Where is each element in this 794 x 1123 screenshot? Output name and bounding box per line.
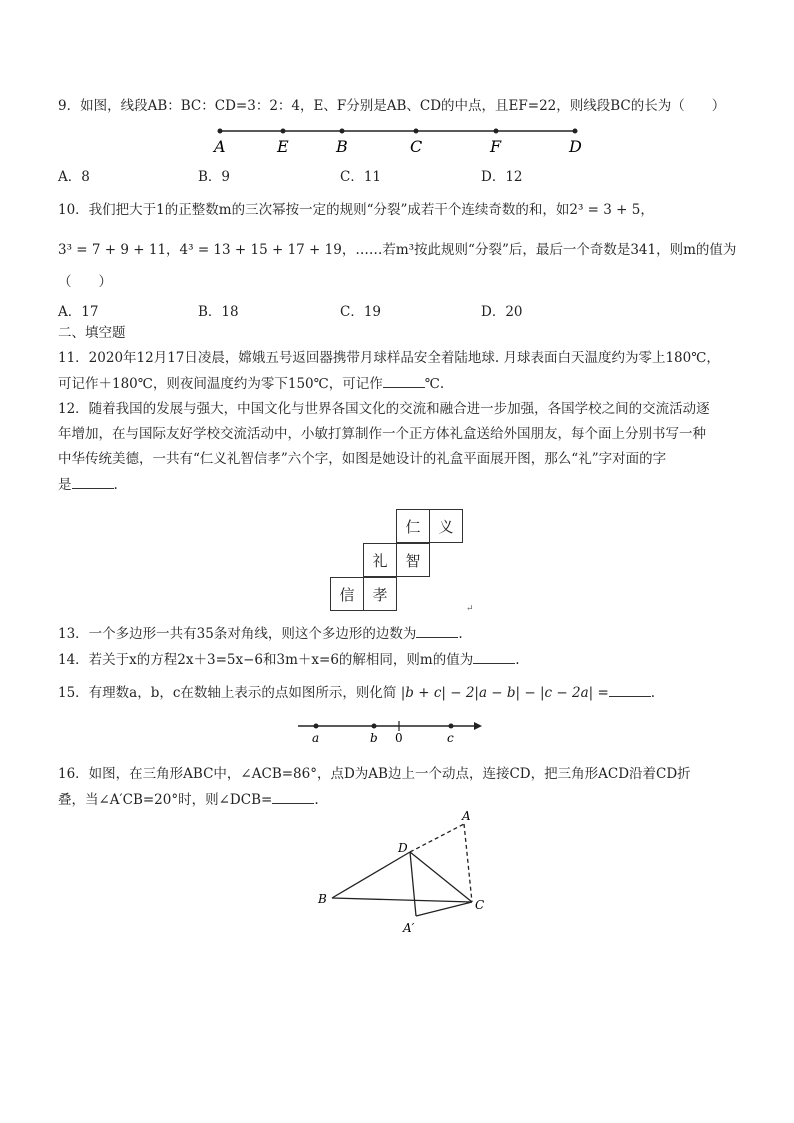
label-b: B (336, 137, 348, 156)
q13-period: . (458, 626, 463, 642)
segment-da-dashed (410, 824, 464, 852)
q14-text: 14．若关于x的方程2x＋3=5x−6和3m＋x=6的解相同，则m的值为 (58, 652, 474, 668)
net-cell-xin: 信 (330, 577, 364, 611)
number-line (296, 718, 486, 744)
q9-option-d: D．12 (481, 169, 523, 185)
segment-dc (410, 852, 472, 902)
q11-unit: ℃. (424, 376, 445, 392)
q11-text: 可记作＋180℃，则夜间温度约为零下150℃，可记作 (58, 376, 383, 392)
q16-line2 (58, 790, 319, 810)
point-b (340, 129, 345, 134)
q12-text: 是 (58, 477, 72, 493)
q12-line2: 年增加，在与国际友好学校交流活动中，小敏打算制作一个正方体礼盒送给外国朋友，每个面上分别书写一种 (58, 426, 706, 442)
label-c: C (410, 137, 423, 156)
q10-option-a: A．17 (58, 304, 99, 320)
segment-da-prime (410, 852, 416, 916)
q14-period: . (515, 652, 520, 668)
label-d: D (398, 841, 408, 855)
q10-option-d: D．20 (481, 304, 523, 320)
label-c: C (475, 898, 485, 912)
label-b: b (370, 731, 378, 744)
arrow-icon (474, 722, 482, 730)
q12-line4 (58, 475, 118, 495)
q15-period: . (650, 685, 656, 701)
return-mark: ↵ (466, 604, 474, 614)
segment-ac-dashed (464, 824, 472, 902)
label-e: E (277, 137, 289, 156)
q10-line3: （ ） (58, 274, 112, 290)
answer-blank[interactable] (609, 684, 651, 697)
q10-option-c: C．19 (340, 304, 382, 320)
q15-line (58, 683, 655, 703)
net-cell-ren: 仁 (396, 509, 430, 543)
q10-option-b: B．18 (198, 304, 239, 320)
answer-blank[interactable] (416, 625, 458, 638)
q12-line3: 中华传统美德，一共有“仁义礼智信孝”六个字，如图是她设计的礼盒平面展开图，那么“礼”字对面的字 (58, 451, 667, 467)
point-f (494, 129, 499, 134)
answer-blank[interactable] (72, 476, 114, 489)
point-c (414, 129, 419, 134)
point-b (372, 724, 377, 729)
label-a-prime: A′ (403, 921, 415, 935)
answer-blank[interactable] (383, 375, 425, 388)
q9-option-a: A．8 (58, 169, 90, 185)
segment-bd (332, 852, 410, 898)
net-cell-yi: 义 (429, 509, 463, 543)
label-a: A (462, 810, 471, 823)
label-c: c (447, 731, 454, 744)
label-b: B (318, 892, 327, 906)
q14-line (58, 650, 520, 670)
q10-line2: 3³ = 7 + 9 + 11，4³ = 13 + 15 + 17 + 19，……若m³按此规则“分裂”后，最后一个奇数是341，则m的值为 (58, 242, 737, 258)
label-a: A (214, 137, 226, 156)
q13-text: 13．一个多边形一共有35条对角线，则这个多边形的边数为 (58, 626, 417, 642)
q15-expression: |b + c| − 2|a − b| − |c − 2a| = (400, 685, 609, 701)
point-a (314, 724, 319, 729)
point-a (218, 129, 223, 134)
q16-line1: 16．如图，在三角形ABC中，∠ACB=86°，点D为AB边上一个动点，连接CD，把三角形ACD沿着CD折 (58, 766, 691, 782)
q16-period: . (314, 792, 319, 808)
label-f: F (490, 137, 502, 156)
triangle-figure (310, 810, 500, 940)
point-e (281, 129, 286, 134)
q9-option-b: B．9 (198, 169, 231, 185)
label-a: a (312, 731, 320, 744)
segment-bc (332, 898, 472, 902)
net-cell-zhi: 智 (396, 543, 430, 577)
q12-line1: 12．随着我国的发展与强大，中国文化与世界各国文化的交流和融合进一步加强，各国学校之间的交流活动逐 (58, 401, 710, 417)
label-d: D (569, 137, 582, 156)
q9-text: 9．如图，线段AB：BC：CD=3：2：4，E、F分别是AB、CD的中点，且EF=22，则线段BC的长为（ ） (58, 98, 726, 114)
q16-text: 叠，当∠A′CB=20°时，则∠DCB= (58, 792, 273, 808)
q12-period: . (113, 477, 118, 493)
q9-option-c: C．11 (340, 169, 382, 185)
q15-text: 15．有理数a，b，c在数轴上表示的点如图所示，则化简 (58, 685, 397, 701)
q11-line2 (58, 374, 444, 394)
section-heading: 二、填空题 (58, 325, 126, 341)
q11-line1: 11．2020年12月17日凌晨，嫦娥五号返回器携带月球样品安全着陆地球. 月球表面白天温度约为零上180℃， (58, 350, 720, 366)
point-c (449, 724, 454, 729)
net-cell-xiao: 孝 (363, 577, 397, 611)
label-zero: 0 (395, 731, 403, 744)
answer-blank[interactable] (473, 651, 515, 664)
point-d (573, 129, 578, 134)
q13-line (58, 624, 463, 644)
answer-blank[interactable] (272, 791, 314, 804)
segment-a-prime-c (416, 902, 472, 916)
net-cell-li: 礼 (363, 543, 397, 577)
q10-line1: 10．我们把大于1的正整数m的三次幂按一定的规则“分裂”成若干个连续奇数的和，如2³ = 3 + 5， (58, 202, 654, 218)
q9-segment-figure (200, 118, 600, 156)
